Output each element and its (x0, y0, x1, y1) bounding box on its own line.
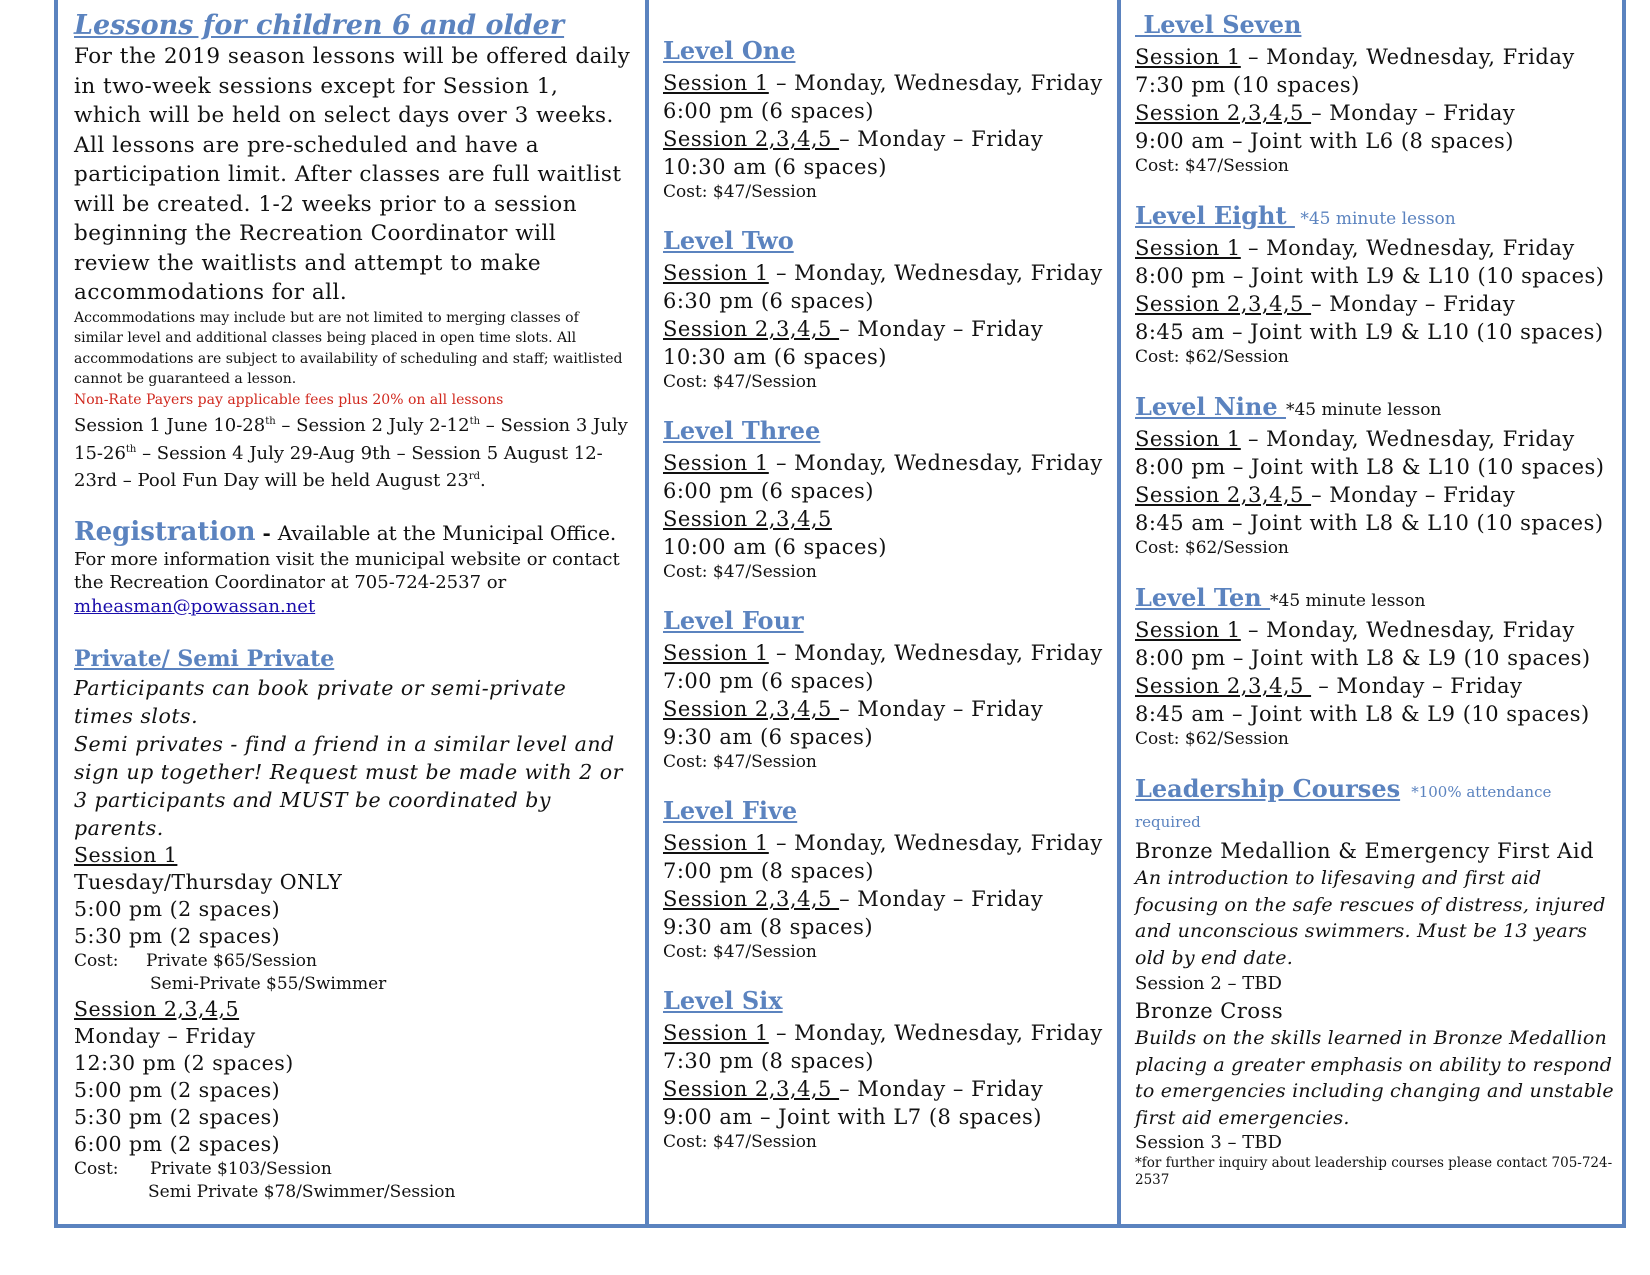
session-2-5-time-line (663, 153, 1109, 181)
level-block (1135, 392, 1614, 559)
cost-private: Private $103/Session (150, 1159, 332, 1179)
session-2-5-days: – Monday – Friday (1311, 101, 1516, 125)
session-1-days: – Monday, Wednesday, Friday (1240, 618, 1575, 642)
session-2-5-time: 10:30 am (6 spaces) (663, 345, 887, 369)
private-session-1-label: Session 1 (74, 843, 178, 867)
level-cost: Cost: $47/Session (1135, 156, 1289, 176)
level-header (1135, 10, 1614, 43)
accommodations-note: Accommodations may include but are not limited to merging classes of similar level and additional classes being placed in open time slots. All accommodations are subject to availability of scheduling and staff; waitlisted cannot be guaranteed a lesson. (74, 309, 623, 387)
session-2-5-line (663, 125, 1109, 153)
leadership-header-line (1135, 774, 1614, 837)
session-2-5-line (663, 885, 1109, 913)
registration-info (74, 548, 631, 619)
registration-text: Available at the Municipal Office. (277, 520, 617, 545)
session-2-5-time: 9:30 am (8 spaces) (663, 915, 874, 939)
level-header (663, 986, 1109, 1019)
session-2-5-time-line (663, 343, 1109, 371)
session-1-days: – Monday, Wednesday, Friday (768, 831, 1103, 855)
session-2-5-time-line (663, 913, 1109, 941)
session-1-line (1135, 425, 1614, 453)
level-name: Level Nine (1135, 392, 1286, 421)
cost-label: Cost: (74, 1159, 119, 1179)
session-1-label: Session 1 (663, 831, 769, 855)
session-1-line (663, 1019, 1109, 1047)
level-header (1135, 583, 1614, 616)
session-1-time: 7:30 pm (8 spaces) (663, 1049, 874, 1073)
session-2-5-time-line (1135, 700, 1614, 728)
lessons-title: Lessons for children 6 and older (74, 10, 565, 41)
session-2-5-days: – Monday – Friday (839, 127, 1044, 151)
session-2-5-label: Session 2,3,4,5 (663, 507, 832, 531)
session-1-time: 8:00 pm – Joint with L9 & L10 (10 spaces) (1135, 264, 1605, 288)
superscript: th (469, 416, 481, 427)
column-levels-7-10 (1117, 0, 1622, 1224)
session-2-5-label: Session 2,3,4,5 (663, 317, 840, 341)
private-desc-2: Semi privates - find a friend in a similar level and sign up together! Request must be made with 2 or 3 participants and MUST be coordinated by parents. (74, 732, 623, 840)
cost-label: Cost: (74, 951, 119, 971)
session-1-line (1135, 234, 1614, 262)
bronze-cross-desc: Builds on the skills learned in Bronze Medallion placing a greater emphasis on ability to respond to emergencies including changing and unstable first aid emergencies. (1135, 1027, 1614, 1129)
session-1-time: 7:00 pm (6 spaces) (663, 669, 874, 693)
session-1-label: Session 1 (663, 71, 769, 95)
column-lessons-info (54, 0, 645, 1224)
level-header (1135, 392, 1614, 425)
registration-heading: Registration (74, 516, 256, 547)
level-cost: Cost: $62/Session (1135, 347, 1289, 367)
session-1-time: 6:30 pm (6 spaces) (663, 289, 874, 313)
session-2-5-label: Session 2,3,4,5 (1135, 483, 1312, 507)
registration-info-text: For more information visit the municipal website or contact the Recreation Coordinator at 705-724-2537 or (74, 548, 620, 593)
level-name: Level Six (663, 986, 783, 1015)
session-4-5-dates: – Session 4 July 29-Aug 9th – Session 5 August 12-23rd – Pool Fun Day will be held August 23 (74, 442, 603, 491)
bronze-medallion-title: Bronze Medallion & Emergency First Aid (1135, 839, 1595, 863)
dates-end: . (480, 470, 486, 491)
bronze-medallion-session: Session 2 – TBD (1135, 973, 1282, 994)
bronze-cross-session: Session 3 – TBD (1135, 1132, 1282, 1153)
level-name: Level Two (663, 226, 794, 255)
private-desc-1: Participants can book private or semi-private times slots. (74, 676, 567, 728)
level-cost: Cost: $47/Session (663, 372, 817, 392)
cost-private: Private $65/Session (146, 951, 317, 971)
level-name: Level Seven (1135, 10, 1302, 39)
private-session-1-time-1: 5:00 pm (2 spaces) (74, 897, 281, 921)
session-2-5-time: 8:45 am – Joint with L8 & L10 (10 spaces) (1135, 511, 1604, 535)
session-1-time-line (663, 857, 1109, 885)
bronze-medallion-desc: An introduction to lifesaving and first aid focusing on the safe rescues of distress, injured and unconscious swimmers. Must be 13 years old by end date. (1135, 867, 1606, 969)
superscript: th (265, 416, 276, 427)
level-block (663, 416, 1109, 583)
level-block (663, 606, 1109, 773)
session-1-label: Session 1 (1135, 618, 1241, 642)
level-name: Level Ten (1135, 583, 1271, 612)
session-1-time-line (1135, 453, 1614, 481)
lesson-length-note: *45 minute lesson (1285, 400, 1442, 420)
session-1-time: 8:00 pm – Joint with L8 & L9 (10 spaces) (1135, 646, 1591, 670)
session-1-time-line (1135, 262, 1614, 290)
session-2-5-time: 10:30 am (6 spaces) (663, 155, 887, 179)
session-1-days: – Monday, Wednesday, Friday (768, 451, 1103, 475)
session-1-label: Session 1 (1135, 236, 1241, 260)
level-name: Level Eight (1135, 201, 1295, 230)
session-2-5-time-line (1135, 127, 1614, 155)
registration-line (74, 517, 631, 548)
level-cost: Cost: $47/Session (663, 182, 817, 202)
superscript: rd (468, 471, 480, 482)
session-1-time: 6:00 pm (6 spaces) (663, 479, 874, 503)
session-3-dates: – Session 3 July 15-26 (74, 415, 628, 464)
level-block (1135, 583, 1614, 750)
session-2-5-time-line (663, 723, 1109, 751)
session-1-days: – Monday, Wednesday, Friday (768, 641, 1103, 665)
private-session-2-time-2: 5:00 pm (2 spaces) (74, 1078, 281, 1102)
leadership-note: *100% attendance required (1135, 783, 1552, 831)
session-1-time: 6:00 pm (6 spaces) (663, 99, 874, 123)
session-2-5-line (663, 315, 1109, 343)
leadership-heading: Leadership Courses (1135, 774, 1401, 803)
session-2-5-days: – Monday – Friday (839, 317, 1044, 341)
session-2-5-line (1135, 672, 1614, 700)
session-1-time: 8:00 pm – Joint with L8 & L10 (10 spaces) (1135, 455, 1605, 479)
session-2-5-label: Session 2,3,4,5 (1135, 674, 1312, 698)
session-1-line (663, 69, 1109, 97)
session-2-5-label: Session 2,3,4,5 (663, 697, 840, 721)
private-session-2-time-4: 6:00 pm (2 spaces) (74, 1132, 281, 1156)
session-2-5-time-line (1135, 509, 1614, 537)
level-header (663, 226, 1109, 259)
session-1-label: Session 1 (1135, 427, 1241, 451)
session-1-days: – Monday, Wednesday, Friday (1240, 427, 1575, 451)
session-1-time-line (663, 477, 1109, 505)
session-2-5-line (663, 505, 1109, 533)
session-1-line (663, 259, 1109, 287)
intro-paragraph: For the 2019 season lessons will be offered daily in two-week sessions except for Session 1, which will be held on select days over 3 weeks. All lessons are pre-scheduled and have a participation limit. After classes are full waitlist will be created. 1-2 weeks prior to a session beginning the Recreation Coordinator will review the waitlists and attempt to make accommodations for all. (74, 44, 631, 305)
session-1-time-line (663, 667, 1109, 695)
level-block (1135, 201, 1614, 368)
level-cost: Cost: $47/Session (663, 752, 817, 772)
session-2-5-time-line (663, 533, 1109, 561)
leadership-footer: *for further inquiry about leadership courses please contact 705-724-2537 (1135, 1155, 1613, 1188)
session-1-label: Session 1 (663, 1021, 769, 1045)
level-block (663, 796, 1109, 963)
session-2-5-label: Session 2,3,4,5 (663, 1077, 840, 1101)
level-block (663, 36, 1109, 203)
session-2-5-label: Session 2,3,4,5 (663, 887, 840, 911)
private-session-1-semi-cost: Semi-Private $55/Swimmer (150, 974, 387, 994)
session-2-5-time: 8:45 am – Joint with L9 & L10 (10 spaces) (1135, 320, 1604, 344)
session-1-time-line (663, 1047, 1109, 1075)
session-2-5-label: Session 2,3,4,5 (1135, 292, 1312, 316)
private-session-2-time-3: 5:30 pm (2 spaces) (74, 1105, 281, 1129)
session-1-days: – Monday, Wednesday, Friday (768, 71, 1103, 95)
private-session-1-time-2: 5:30 pm (2 spaces) (74, 924, 281, 948)
session-1-time-line (1135, 71, 1614, 99)
session-1-label: Session 1 (663, 641, 769, 665)
session-1-dates: Session 1 June 10-28 (74, 415, 266, 436)
session-1-time-line (663, 287, 1109, 315)
session-1-time-line (1135, 644, 1614, 672)
level-name: Level Three (663, 416, 821, 445)
session-2-5-days: – Monday – Friday (839, 1077, 1044, 1101)
session-2-5-time-line (1135, 318, 1614, 346)
session-2-dates: – Session 2 July 2-12 (275, 415, 470, 436)
leadership-section (1135, 774, 1614, 1189)
session-2-5-time: 9:30 am (6 spaces) (663, 725, 874, 749)
session-1-line (663, 639, 1109, 667)
session-2-5-time: 9:00 am – Joint with L7 (8 spaces) (663, 1105, 1042, 1129)
level-header (1135, 201, 1614, 234)
session-dates (74, 410, 631, 493)
level-cost: Cost: $62/Session (1135, 538, 1289, 558)
session-2-5-label: Session 2,3,4,5 (1135, 101, 1312, 125)
session-1-line (663, 449, 1109, 477)
session-2-5-line (1135, 99, 1614, 127)
private-session-2-days: Monday – Friday (74, 1024, 256, 1048)
level-block (1135, 10, 1614, 177)
session-2-5-line (663, 1075, 1109, 1103)
session-1-line (663, 829, 1109, 857)
private-session-2-cost (74, 1158, 631, 1181)
session-1-days: – Monday, Wednesday, Friday (1240, 236, 1575, 260)
session-2-5-time: 9:00 am – Joint with L6 (8 spaces) (1135, 129, 1514, 153)
private-heading: Private/ Semi Private (74, 646, 335, 672)
level-header (663, 796, 1109, 829)
session-1-label: Session 1 (1135, 45, 1241, 69)
bronze-cross-title: Bronze Cross (1135, 999, 1284, 1023)
column-levels-1-6 (645, 0, 1117, 1224)
level-name: Level One (663, 36, 796, 65)
coordinator-email-link[interactable]: mheasman@powassan.net (74, 595, 316, 617)
session-2-5-label: Session 2,3,4,5 (663, 127, 840, 151)
session-2-5-days: – Monday – Friday (1311, 483, 1516, 507)
session-2-5-time: 10:00 am (6 spaces) (663, 535, 887, 559)
session-1-days: – Monday, Wednesday, Friday (768, 261, 1103, 285)
level-header (663, 416, 1109, 449)
level-name: Level Four (663, 606, 804, 635)
session-1-time: 7:00 pm (8 spaces) (663, 859, 874, 883)
session-1-days: – Monday, Wednesday, Friday (1240, 45, 1575, 69)
level-cost: Cost: $47/Session (663, 1132, 817, 1152)
session-2-5-days: – Monday – Friday (1311, 292, 1516, 316)
session-2-5-line (1135, 290, 1614, 318)
private-session-2-time-1: 12:30 pm (2 spaces) (74, 1051, 294, 1075)
private-session-1-cost (74, 950, 631, 973)
session-2-5-days: – Monday – Friday (839, 887, 1044, 911)
session-1-line (1135, 43, 1614, 71)
lesson-length-note: *45 minute lesson (1294, 209, 1456, 229)
level-header (663, 606, 1109, 639)
private-session-2-semi-cost: Semi Private $78/Swimmer/Session (148, 1182, 456, 1202)
session-2-5-line (663, 695, 1109, 723)
session-1-time: 7:30 pm (10 spaces) (1135, 73, 1360, 97)
session-2-5-line (1135, 481, 1614, 509)
session-1-days: – Monday, Wednesday, Friday (768, 1021, 1103, 1045)
level-block (663, 986, 1109, 1153)
level-cost: Cost: $47/Session (663, 562, 817, 582)
level-header (663, 36, 1109, 69)
session-2-5-time: 8:45 am – Joint with L8 & L9 (10 spaces) (1135, 702, 1590, 726)
level-cost: Cost: $62/Session (1135, 729, 1289, 749)
lesson-length-note: *45 minute lesson (1270, 591, 1426, 611)
private-session-2-label: Session 2,3,4,5 (74, 997, 240, 1021)
superscript: th (125, 443, 137, 455)
session-1-time-line (663, 97, 1109, 125)
session-2-5-time-line (663, 1103, 1109, 1131)
level-cost: Cost: $47/Session (663, 942, 817, 962)
registration-dash: - (255, 520, 278, 545)
session-2-5-days: – Monday – Friday (839, 697, 1044, 721)
level-block (663, 226, 1109, 393)
session-1-label: Session 1 (663, 451, 769, 475)
private-session-1-days: Tuesday/Thursday ONLY (74, 870, 343, 894)
session-2-5-days: – Monday – Friday (1311, 674, 1523, 698)
non-rate-payers-note: Non-Rate Payers pay applicable fees plus 20% on all lessons (74, 391, 504, 408)
session-1-label: Session 1 (663, 261, 769, 285)
session-1-line (1135, 616, 1614, 644)
level-name: Level Five (663, 796, 798, 825)
